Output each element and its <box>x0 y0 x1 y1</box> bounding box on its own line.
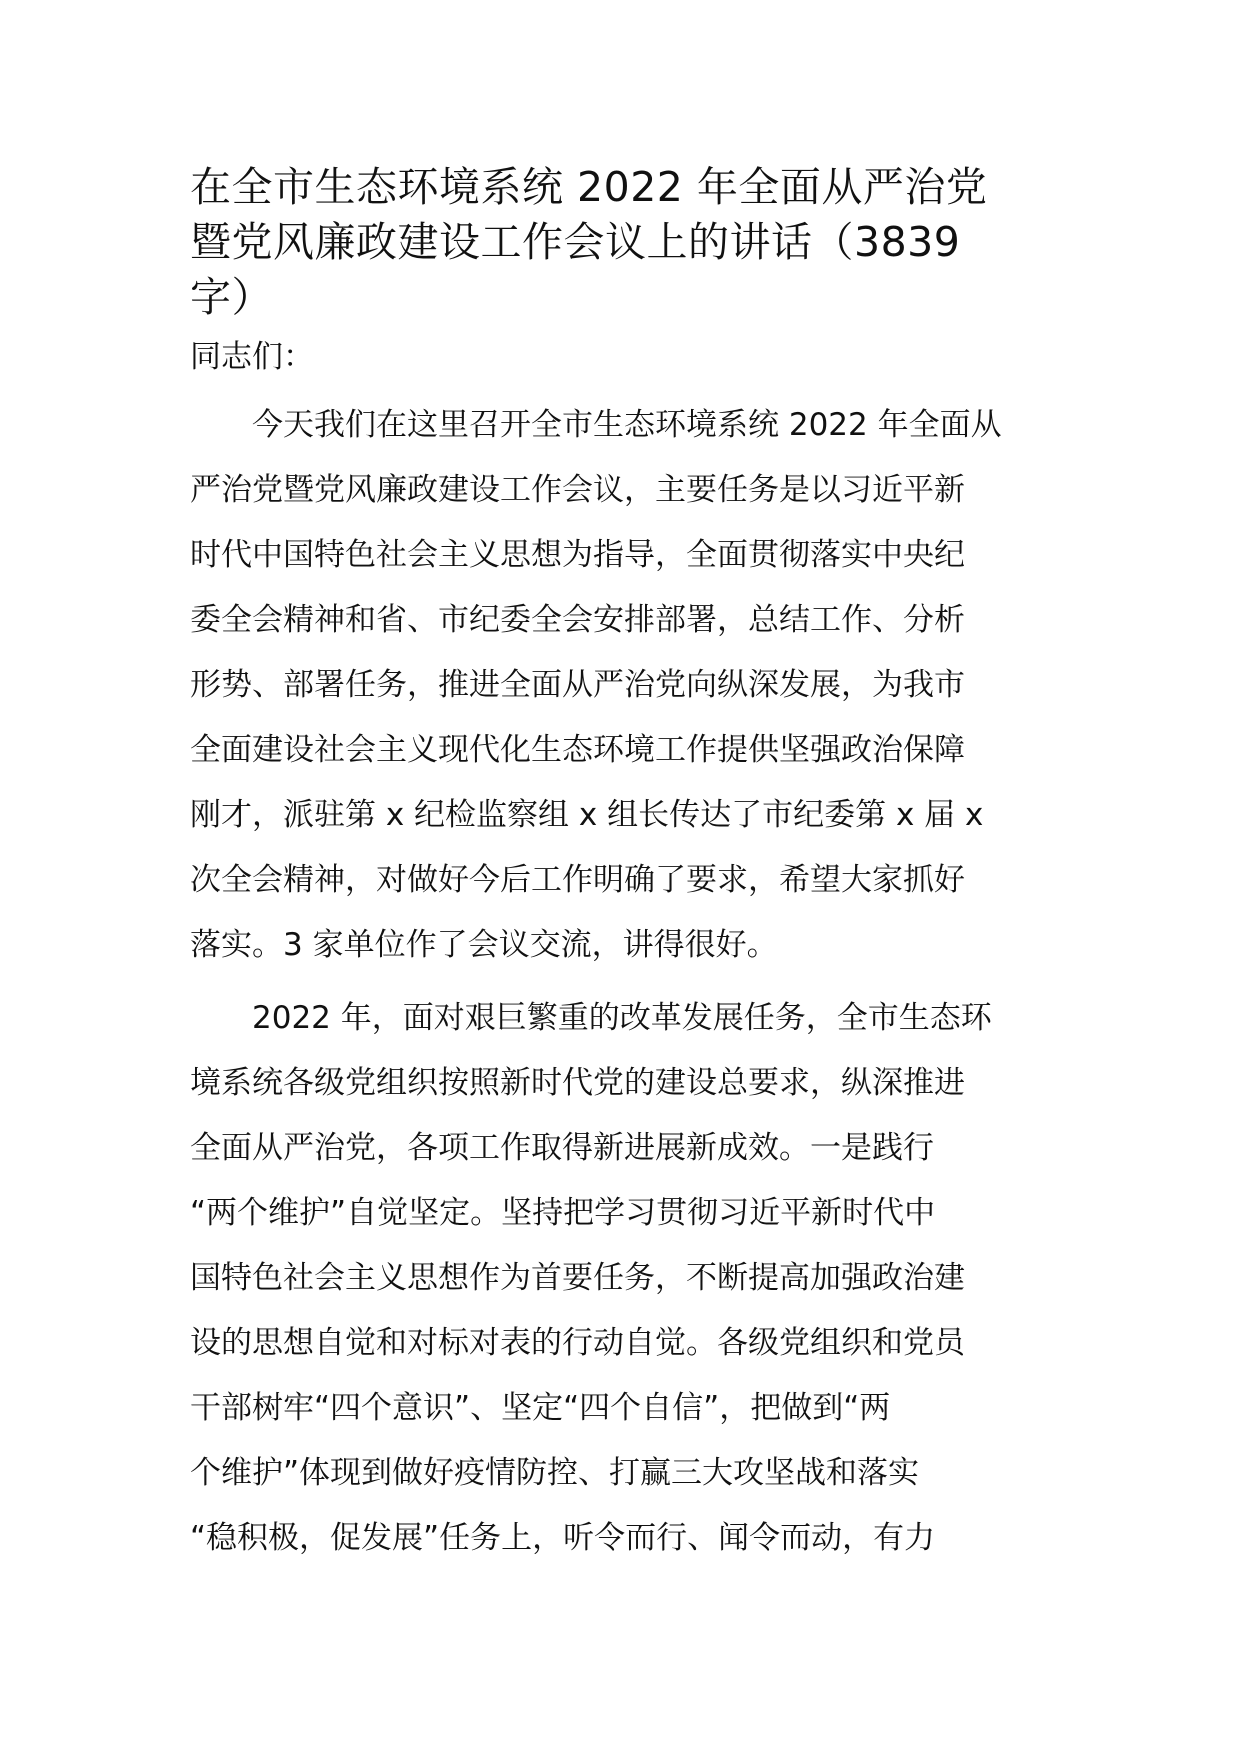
paragraph-line: 设的思想自觉和对标对表的行动自觉。各级党组织和党员 <box>190 1325 965 1361</box>
paragraph-line: 次全会精神，对做好今后工作明确了要求，希望大家抓好 <box>190 862 965 898</box>
title-line: 在全市生态环境系统 2022 年全面从严治党 <box>190 163 988 211</box>
document-page <box>190 160 1050 1571</box>
salutation: 同志们： <box>190 339 314 375</box>
title-line: 字） <box>190 273 273 321</box>
paragraph-line: 全面建设社会主义现代化生态环境工作提供坚强政治保障 <box>190 732 965 768</box>
paragraph-line: 2022 年，面对艰巨繁重的改革发展任务，全市生态环 <box>252 1000 992 1036</box>
paragraph-line: 境系统各级党组织按照新时代党的建设总要求，纵深推进 <box>190 1065 965 1101</box>
paragraph-line: 落实。3 家单位作了会议交流，讲得很好。 <box>190 927 778 963</box>
title-line: 暨党风廉政建设工作会议上的讲话（3839 <box>190 218 961 266</box>
paragraph-line: 时代中国特色社会主义思想为指导，全面贯彻落实中央纪 <box>190 537 965 573</box>
document-title <box>190 160 1050 325</box>
paragraph-line: 今天我们在这里召开全市生态环境系统 2022 年全面从 <box>252 407 1002 443</box>
paragraph-line: 形势、部署任务，推进全面从严治党向纵深发展，为我市 <box>190 667 965 703</box>
paragraph-line: “稳积极，促发展”任务上，听令而行、闻令而动，有力 <box>190 1520 936 1556</box>
paragraph-line: 个维护”体现到做好疫情防控、打赢三大攻坚战和落实 <box>190 1455 920 1491</box>
paragraph-line: 严治党暨党风廉政建设工作会议，主要任务是以习近平新 <box>190 472 965 508</box>
paragraph-1 <box>190 393 1050 978</box>
paragraph-line: 干部树牢“四个意识”、坚定“四个自信”，把做到“两 <box>190 1390 891 1426</box>
paragraph-2 <box>190 986 1050 1571</box>
paragraph-line: 委全会精神和省、市纪委全会安排部署，总结工作、分析 <box>190 602 965 638</box>
paragraph-line: 刚才，派驻第 x 纪检监察组 x 组长传达了市纪委第 x 届 x <box>190 797 984 833</box>
paragraph-line: “两个维护”自觉坚定。坚持把学习贯彻习近平新时代中 <box>190 1195 936 1231</box>
paragraph-line: 全面从严治党，各项工作取得新进展新成效。一是践行 <box>190 1130 934 1166</box>
paragraph-line: 国特色社会主义思想作为首要任务，不断提高加强政治建 <box>190 1260 965 1296</box>
